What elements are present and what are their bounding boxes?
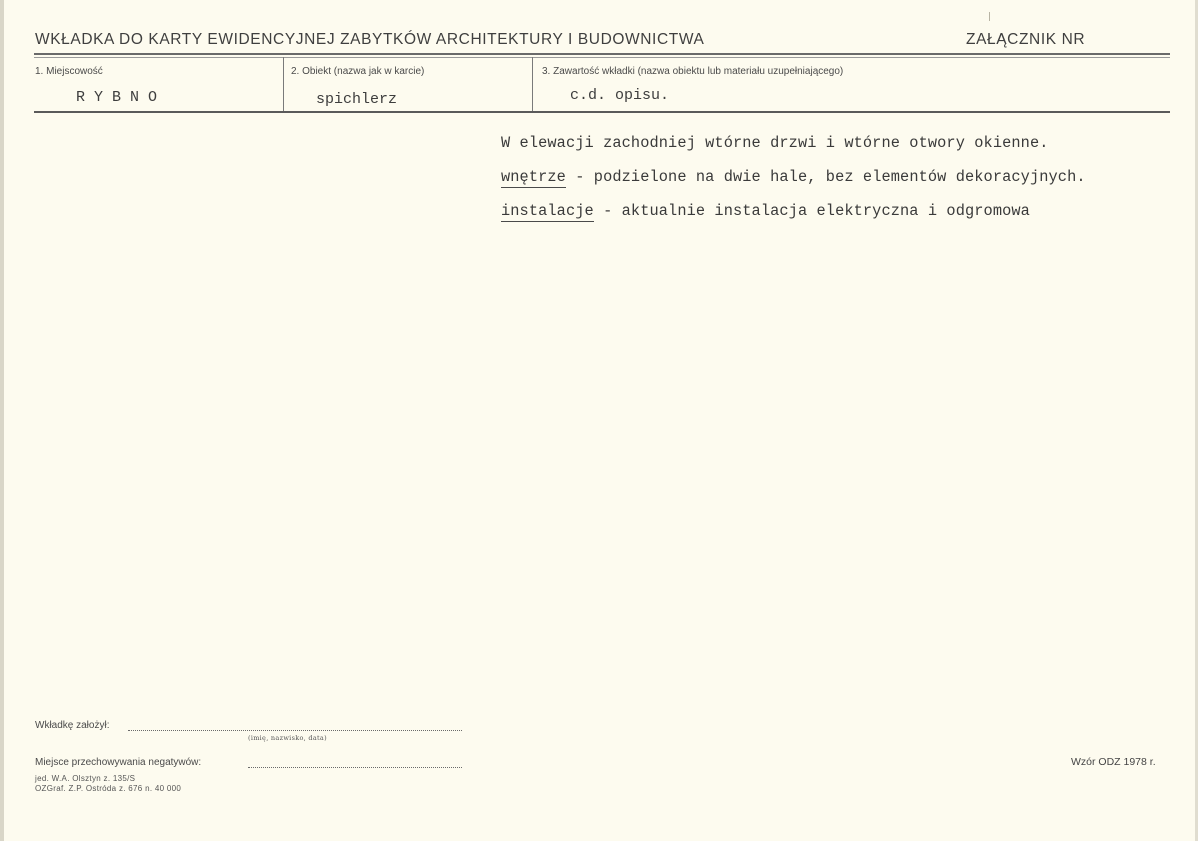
field-separator-2 <box>532 57 533 112</box>
interior-text: - podzielone na dwie hale, bez elementów dekoracyjnych. <box>565 168 1086 186</box>
inserted-by-line <box>128 730 462 731</box>
content-value: c.d. opisu. <box>570 87 670 104</box>
description-line-1: W elewacji zachodniej wtórne drzwi i wtórne otwory okienne. <box>501 134 1049 152</box>
object-value: spichlerz <box>316 91 398 108</box>
content-label: 3. Zawartość wkładki (nazwa obiektu lub materiału uzupełniającego) <box>542 66 844 77</box>
negatives-storage-label: Miejsce przechowywania negatywów: <box>35 757 202 768</box>
header-rule <box>34 53 1170 55</box>
inserted-by-label: Wkładkę założył: <box>35 720 110 731</box>
print-info-line-1: jed. W.A. Olsztyn z. 135/S <box>35 774 136 783</box>
form-model-label: Wzór ODZ 1978 r. <box>1071 756 1156 768</box>
print-info-line-2: OZGraf. Z.P. Ostróda z. 676 n. 40 000 <box>35 784 182 793</box>
header-bottom-rule <box>34 111 1170 113</box>
installations-term: instalacje <box>501 202 594 220</box>
form-title: WKŁADKA DO KARTY EWIDENCYJNEJ ZABYTKÓW ARCHITEKTURY I BUDOWNICTWA <box>35 31 705 48</box>
object-label: 2. Obiekt (nazwa jak w karcie) <box>291 66 425 77</box>
edge-mark <box>989 12 990 21</box>
description-line-3 <box>501 202 1030 220</box>
description-line-2 <box>501 168 1086 186</box>
installations-text: - aktualnie instalacja elektryczna i odgromowa <box>593 202 1030 220</box>
header-rule-thin <box>34 57 1170 58</box>
interior-term: wnętrze <box>501 168 566 186</box>
locality-label: 1. Miejscowość <box>35 66 103 77</box>
field-separator-1 <box>283 57 284 112</box>
locality-value: R Y B N O <box>76 89 158 106</box>
negatives-storage-line <box>248 767 462 768</box>
annex-number-label: ZAŁĄCZNIK NR <box>966 31 1086 48</box>
inserted-by-hint: (imię, nazwisko, data) <box>248 734 327 742</box>
